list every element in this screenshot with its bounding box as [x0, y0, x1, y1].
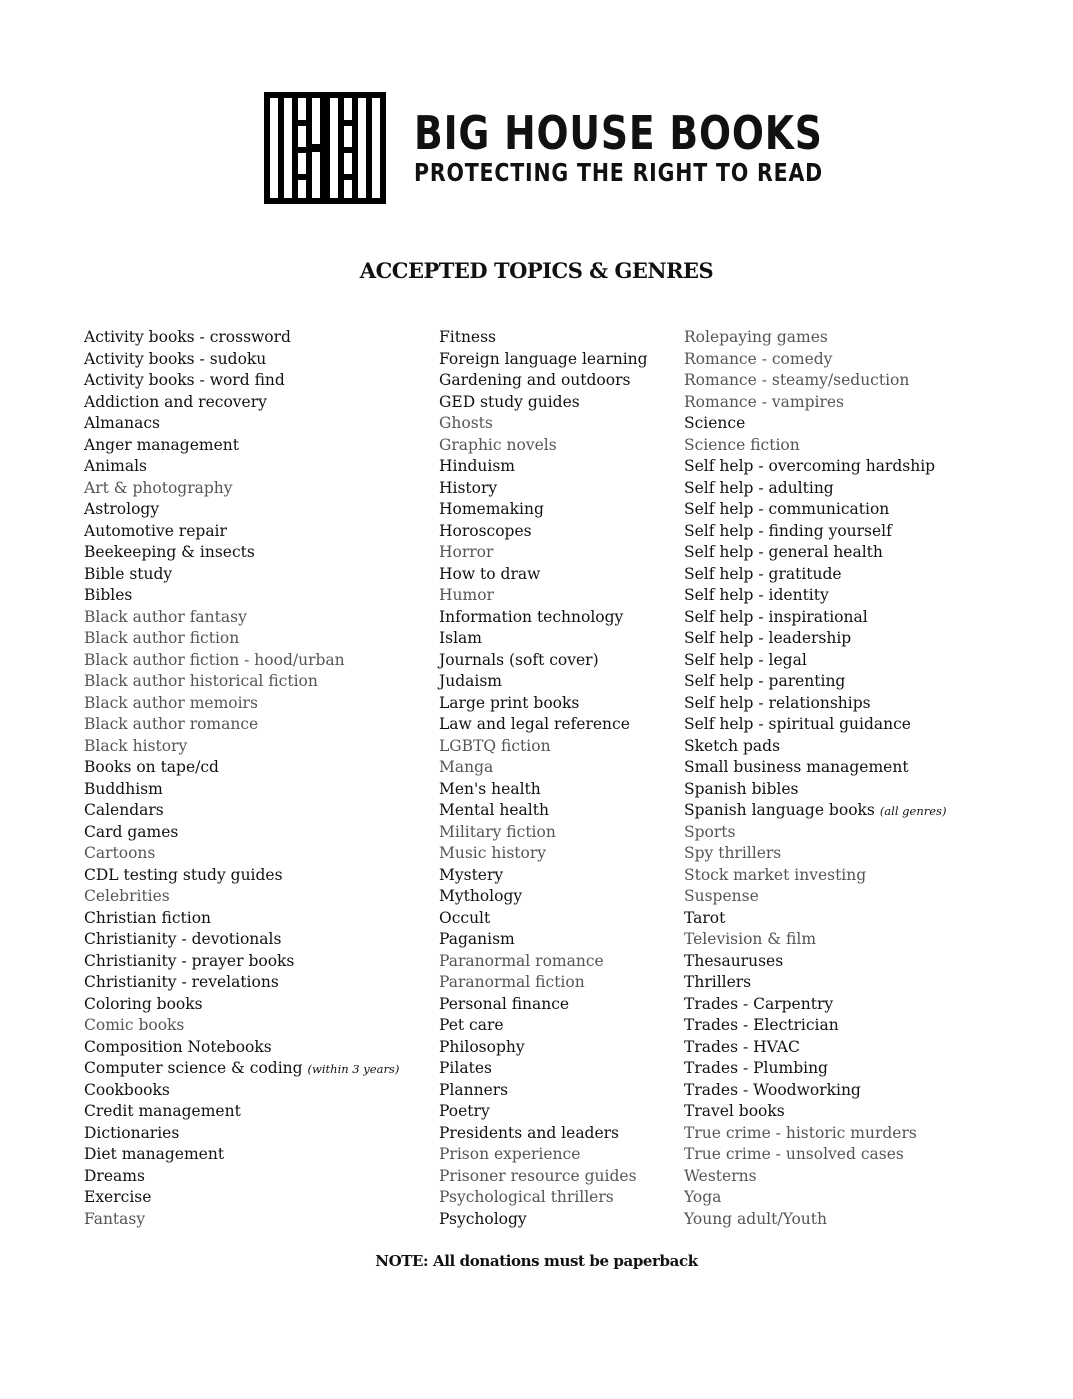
genre-item — [684, 349, 946, 371]
genre-item — [439, 349, 648, 371]
genre-item — [684, 951, 946, 973]
genre-label: Television & film — [684, 930, 817, 948]
genre-item — [684, 650, 946, 672]
genre-label: Fantasy — [84, 1209, 146, 1228]
genre-item — [439, 972, 648, 994]
genre-item — [84, 564, 399, 586]
genre-label: Christianity - revelations — [84, 973, 279, 991]
genre-label: Trades - HVAC — [684, 1037, 800, 1056]
genre-item — [684, 972, 946, 994]
genre-label: Spy thrillers — [684, 844, 782, 862]
genre-item — [684, 542, 946, 564]
genre-label: Romance - comedy — [684, 349, 833, 368]
genre-label: Spanish bibles — [684, 779, 799, 798]
genre-item — [439, 392, 648, 414]
genre-item — [684, 908, 946, 930]
genre-item — [439, 607, 648, 629]
genre-item — [684, 370, 946, 392]
genre-label: Self help - adulting — [684, 478, 834, 497]
footer-note: NOTE: All donations must be paperback — [375, 1252, 698, 1270]
genre-label: Self help - parenting — [684, 672, 846, 690]
genre-label: Psychology — [439, 1209, 527, 1228]
genre-item — [439, 929, 648, 951]
genre-note: (within 3 years) — [307, 1062, 400, 1076]
genre-label: Books on tape/cd — [84, 758, 219, 776]
genre-label: Stock market investing — [684, 865, 867, 884]
genre-label: Cartoons — [84, 844, 156, 862]
genre-item — [684, 757, 946, 779]
genre-item — [439, 736, 648, 758]
genre-item — [439, 1037, 648, 1059]
genre-item — [684, 736, 946, 758]
genre-label: Yoga — [684, 1188, 722, 1206]
genre-item — [684, 628, 946, 650]
genre-label: Black author fiction — [84, 629, 240, 647]
genre-item — [84, 822, 399, 844]
genre-label: Comic books — [84, 1016, 185, 1034]
genre-item — [84, 542, 399, 564]
genre-item — [684, 1209, 946, 1231]
genre-item — [684, 521, 946, 543]
genre-label: Buddhism — [84, 779, 163, 798]
genre-item — [84, 951, 399, 973]
genre-item — [439, 1101, 648, 1123]
genre-item — [84, 843, 399, 865]
genre-item — [439, 478, 648, 500]
genre-item — [439, 413, 648, 435]
genre-item — [684, 843, 946, 865]
genre-item — [84, 736, 399, 758]
genre-label: Black history — [84, 736, 188, 755]
genre-item — [684, 607, 946, 629]
genre-item — [684, 1144, 946, 1166]
genre-label: Islam — [439, 629, 482, 647]
genre-label: Homemaking — [439, 500, 544, 518]
genre-label: Black author historical fiction — [84, 672, 318, 690]
genre-label: History — [439, 478, 498, 497]
genre-item — [84, 327, 399, 349]
genre-label: Rolepaying games — [684, 328, 828, 346]
genre-label: Art & photography — [84, 478, 233, 497]
genre-item — [439, 521, 648, 543]
genre-label: Addiction and recovery — [84, 392, 267, 411]
genre-label: Almanacs — [84, 414, 160, 432]
genre-item — [84, 994, 399, 1016]
genre-item — [84, 1123, 399, 1145]
genre-label: Tarot — [684, 908, 726, 927]
genre-label: Foreign language learning — [439, 349, 648, 368]
genre-label: Animals — [84, 457, 147, 475]
genre-label: Science — [684, 414, 746, 432]
genre-label: Music history — [439, 844, 546, 862]
genre-item — [439, 951, 648, 973]
genre-label: CDL testing study guides — [84, 865, 283, 884]
brand-tagline: PROTECTING THE RIGHT TO READ — [414, 158, 823, 187]
genre-label: Automotive repair — [84, 521, 227, 540]
genre-item — [84, 1015, 399, 1037]
genre-label: Card games — [84, 822, 179, 841]
genre-item — [439, 370, 648, 392]
genre-label: LGBTQ fiction — [439, 736, 551, 755]
genre-label: Self help - inspirational — [684, 607, 868, 626]
genre-label: True crime - historic murders — [684, 1123, 917, 1142]
genre-item — [439, 779, 648, 801]
genre-item — [439, 650, 648, 672]
genre-label: Pet care — [439, 1016, 504, 1034]
genre-label: Large print books — [439, 693, 580, 712]
genre-item — [439, 886, 648, 908]
genre-label: Black author memoirs — [84, 693, 258, 712]
genre-item — [439, 1209, 648, 1231]
genre-item — [684, 1058, 946, 1080]
genre-item — [84, 1144, 399, 1166]
genre-item — [439, 628, 648, 650]
genre-item — [439, 908, 648, 930]
genre-item — [84, 908, 399, 930]
genre-label: Self help - identity — [684, 586, 829, 604]
genre-label: Black author fiction - hood/urban — [84, 650, 345, 669]
genre-item — [684, 865, 946, 887]
genre-label: Dreams — [84, 1166, 145, 1185]
genre-item — [84, 413, 399, 435]
genre-item — [84, 392, 399, 414]
genre-item — [84, 865, 399, 887]
genre-label: Small business management — [684, 758, 909, 776]
genre-label: Law and legal reference — [439, 715, 630, 733]
genre-label: Trades - Carpentry — [684, 994, 834, 1013]
genre-label: Astrology — [84, 500, 160, 518]
genre-column-3 — [684, 327, 946, 1230]
genre-label: Mythology — [439, 887, 523, 905]
genre-item — [684, 1123, 946, 1145]
genre-label: Occult — [439, 908, 491, 927]
genre-item — [439, 800, 648, 822]
genre-item — [684, 693, 946, 715]
genre-label: Paranormal romance — [439, 951, 604, 970]
genre-label: Self help - overcoming hardship — [684, 457, 936, 475]
genre-label: Information technology — [439, 607, 624, 626]
genre-label: Sports — [684, 822, 736, 841]
genre-item — [84, 1209, 399, 1231]
genre-label: True crime - unsolved cases — [684, 1145, 904, 1163]
genre-label: Dictionaries — [84, 1123, 180, 1142]
genre-label: Romance - vampires — [684, 392, 844, 411]
genre-label: Westerns — [684, 1166, 757, 1185]
genre-label: Christian fiction — [84, 908, 212, 927]
genre-item — [439, 585, 648, 607]
genre-label: Self help - relationships — [684, 693, 871, 712]
genre-label: Computer science & coding — [84, 1059, 303, 1077]
genre-item — [439, 1187, 648, 1209]
genre-label: Self help - general health — [684, 543, 883, 561]
genre-item — [684, 1187, 946, 1209]
genre-label: Gardening and outdoors — [439, 371, 631, 389]
genre-item — [439, 843, 648, 865]
genre-label: Credit management — [84, 1102, 241, 1120]
genre-item — [84, 370, 399, 392]
genre-item — [684, 1166, 946, 1188]
genre-item — [439, 1123, 648, 1145]
genre-label: Self help - gratitude — [684, 564, 842, 583]
genre-item — [684, 392, 946, 414]
genre-item — [684, 1015, 946, 1037]
genre-label: Activity books - sudoku — [84, 349, 267, 368]
genre-item — [439, 1015, 648, 1037]
genre-item — [684, 413, 946, 435]
genre-item — [684, 499, 946, 521]
genre-item — [84, 435, 399, 457]
bhb-monogram-logo — [264, 92, 386, 204]
genre-label: Christianity - prayer books — [84, 951, 295, 970]
genre-item — [684, 456, 946, 478]
genre-label: Romance - steamy/seduction — [684, 371, 910, 389]
genre-item — [84, 693, 399, 715]
genre-label: Self help - spiritual guidance — [684, 715, 911, 733]
genre-item — [684, 886, 946, 908]
genre-label: Coloring books — [84, 994, 203, 1013]
genre-item — [84, 886, 399, 908]
genre-label: Pilates — [439, 1059, 492, 1077]
genre-label: Thesauruses — [684, 951, 784, 970]
genre-item — [84, 1080, 399, 1102]
genre-item — [684, 435, 946, 457]
genre-label: Prisoner resource guides — [439, 1166, 637, 1185]
genre-item — [84, 650, 399, 672]
genre-item — [84, 521, 399, 543]
genre-item — [84, 1187, 399, 1209]
genre-label: Self help - leadership — [684, 629, 852, 647]
genre-label: Celebrities — [84, 887, 170, 905]
genre-label: Poetry — [439, 1102, 490, 1120]
genre-item — [84, 628, 399, 650]
genre-label: Graphic novels — [439, 435, 557, 454]
genre-label: Horror — [439, 543, 494, 561]
genre-item — [439, 1144, 648, 1166]
genre-column-1 — [84, 327, 399, 1230]
genre-item — [439, 1058, 648, 1080]
genre-item — [439, 714, 648, 736]
genre-label: Diet management — [84, 1145, 225, 1163]
genre-label: GED study guides — [439, 392, 580, 411]
genre-item — [84, 1166, 399, 1188]
genre-label: Science fiction — [684, 435, 800, 454]
genre-item — [684, 327, 946, 349]
genre-label: Manga — [439, 758, 494, 776]
genre-item — [84, 1037, 399, 1059]
genre-item — [684, 1037, 946, 1059]
genre-label: Exercise — [84, 1188, 152, 1206]
brand-name: BIG HOUSE BOOKS — [414, 106, 823, 160]
genre-label: Cookbooks — [84, 1080, 170, 1099]
genre-label: Paganism — [439, 930, 515, 948]
genre-label: How to draw — [439, 564, 541, 583]
genre-item — [684, 994, 946, 1016]
genre-label: Prison experience — [439, 1145, 581, 1163]
genre-label: Philosophy — [439, 1037, 525, 1056]
genre-label: Psychological thrillers — [439, 1188, 614, 1206]
genre-label: Anger management — [84, 435, 239, 454]
genre-column-2 — [439, 327, 648, 1230]
genre-label: Beekeeping & insects — [84, 543, 255, 561]
genre-item — [439, 1166, 648, 1188]
genre-item — [84, 757, 399, 779]
genre-item — [684, 478, 946, 500]
genre-label: Humor — [439, 586, 494, 604]
genre-item — [84, 499, 399, 521]
genre-label: Ghosts — [439, 414, 493, 432]
genre-label: Bibles — [84, 586, 133, 604]
genre-label: Trades - Electrician — [684, 1016, 839, 1034]
genre-label: Suspense — [684, 887, 759, 905]
genre-item — [684, 1080, 946, 1102]
genre-item — [684, 800, 946, 822]
logo — [264, 92, 913, 204]
genre-item — [84, 929, 399, 951]
genre-item — [84, 478, 399, 500]
genre-label: Hinduism — [439, 457, 515, 475]
genre-label: Military fiction — [439, 822, 556, 841]
genre-item — [439, 865, 648, 887]
genre-label: Travel books — [684, 1102, 785, 1120]
genre-item — [684, 779, 946, 801]
genre-label: Horoscopes — [439, 521, 532, 540]
genre-note: (all genres) — [879, 804, 947, 818]
genre-label: Calendars — [84, 801, 164, 819]
genre-label: Christianity - devotionals — [84, 930, 282, 948]
genre-item — [684, 822, 946, 844]
genre-item — [439, 499, 648, 521]
genre-item — [84, 800, 399, 822]
genre-label: Judaism — [439, 672, 502, 690]
page-title: ACCEPTED TOPICS & GENRES — [359, 258, 714, 283]
genre-label: Trades - Woodworking — [684, 1080, 861, 1099]
genre-label: Men's health — [439, 779, 541, 798]
genre-item — [84, 1101, 399, 1123]
genre-label: Composition Notebooks — [84, 1037, 272, 1056]
genre-label: Trades - Plumbing — [684, 1059, 828, 1077]
genre-item — [439, 435, 648, 457]
genre-label: Fitness — [439, 328, 497, 346]
genre-item — [84, 779, 399, 801]
genre-label: Bible study — [84, 564, 173, 583]
genre-label: Spanish language books — [684, 801, 875, 819]
genre-item — [439, 822, 648, 844]
genre-label: Thrillers — [684, 973, 752, 991]
genre-item — [84, 349, 399, 371]
genre-item — [684, 714, 946, 736]
genre-label: Mystery — [439, 865, 504, 884]
genre-item — [439, 564, 648, 586]
genre-item — [684, 929, 946, 951]
genre-item — [84, 1058, 399, 1080]
genre-item — [684, 671, 946, 693]
genre-item — [684, 564, 946, 586]
genre-label: Activity books - word find — [84, 371, 285, 389]
genre-item — [84, 671, 399, 693]
genre-label: Activity books - crossword — [84, 328, 291, 346]
genre-label: Black author romance — [84, 715, 259, 733]
genre-item — [439, 693, 648, 715]
genre-label: Journals (soft cover) — [439, 650, 599, 669]
genre-item — [84, 972, 399, 994]
genre-item — [684, 1101, 946, 1123]
genre-item — [439, 456, 648, 478]
genre-label: Mental health — [439, 801, 549, 819]
genre-item — [684, 585, 946, 607]
genre-label: Paranormal fiction — [439, 973, 585, 991]
genre-label: Black author fantasy — [84, 607, 247, 626]
genre-label: Self help - legal — [684, 650, 807, 669]
genre-item — [84, 607, 399, 629]
genre-item — [439, 994, 648, 1016]
genre-item — [84, 714, 399, 736]
genre-label: Presidents and leaders — [439, 1123, 620, 1142]
genre-label: Planners — [439, 1080, 509, 1099]
genre-item — [439, 542, 648, 564]
genre-label: Sketch pads — [684, 736, 781, 755]
genre-item — [439, 1080, 648, 1102]
genre-label: Personal finance — [439, 994, 570, 1013]
genre-item — [439, 327, 648, 349]
genre-label: Self help - communication — [684, 500, 890, 518]
genre-item — [84, 585, 399, 607]
genre-item — [84, 456, 399, 478]
genre-label: Self help - finding yourself — [684, 521, 892, 540]
genre-item — [439, 671, 648, 693]
genre-item — [439, 757, 648, 779]
genre-label: Young adult/Youth — [684, 1209, 827, 1228]
